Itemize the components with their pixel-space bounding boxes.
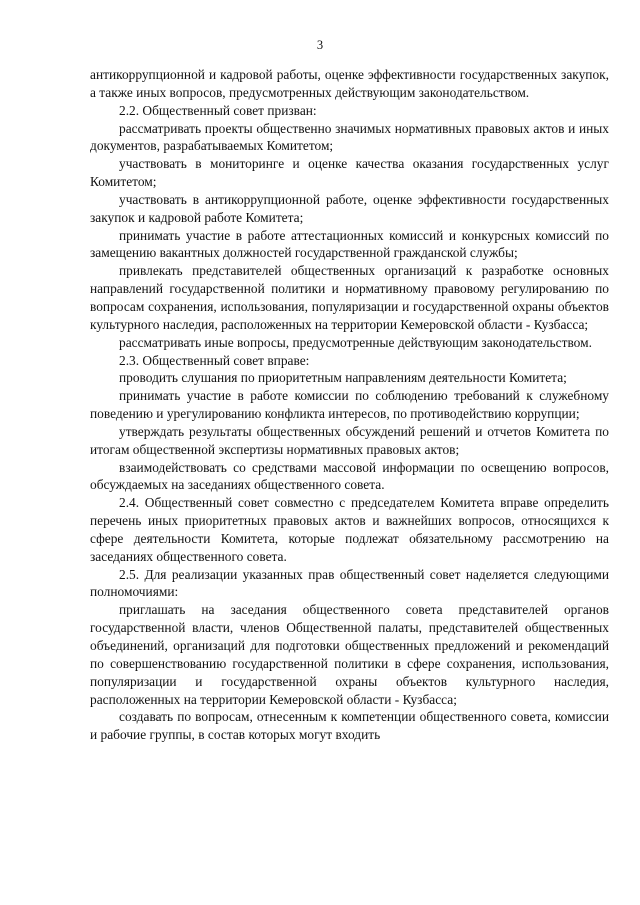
paragraph-continuation: антикоррупционной и кадровой работы, оценке эффективности государственных закупок, а также иных вопросов, предусмотренных действующим законодательством. xyxy=(90,67,609,100)
document-body xyxy=(90,66,609,744)
list-item: рассматривать иные вопросы, предусмотренные действующим законодательством. xyxy=(119,334,592,350)
list-item: участвовать в антикоррупционной работе, оценке эффективности государственных закупок и кадровой работе Комитета; xyxy=(90,191,609,225)
page-number: 3 xyxy=(316,38,324,52)
list-item: привлекать представителей общественных организаций к разработке основных направлений государственной политики и нормативному правовому регулированию по вопросам сохранения, использования, популяризации и государственной охраны объектов культурного наследия, расположенных на территории Кемеровской области - Кузбасса; xyxy=(90,263,609,332)
list-item: участвовать в мониторинге и оценке качества оказания государственных услуг Комитетом; xyxy=(90,156,609,190)
list-item: утверждать результаты общественных обсуждений решений и отчетов Комитета по итогам общественной экспертизы нормативных правовых актов; xyxy=(90,423,609,457)
list-item: приглашать на заседания общественного совета представителей органов государственной власти, членов Общественной палаты, представителей общественных объединений, организаций для подготовки общественных предложений и рекомендаций по совершенствованию государственной политики в сфере сохранения, использования, популяризации и государственной охраны объектов культурного наследия, расположенных на территории Кемеровской области - Кузбасса; xyxy=(90,602,609,707)
section-heading-2-2: 2.2. Общественный совет призван: xyxy=(119,102,317,118)
section-heading-2-3: 2.3. Общественный совет вправе: xyxy=(119,352,310,368)
list-item: принимать участие в работе комиссии по соблюдению требований к служебному поведению и урегулированию конфликта интересов, по противодействию коррупции; xyxy=(90,388,609,422)
list-item: взаимодействовать со средствами массовой информации по освещению вопросов, обсуждаемых на заседаниях общественного совета. xyxy=(90,459,609,493)
section-paragraph-2-4: 2.4. Общественный совет совместно с председателем Комитета вправе определить перечень иных приоритетных правовых актов и важнейших вопросов, относящихся к сфере деятельности Комитета, которые подлежат обязательному рассмотрению на заседаниях общественного совета. xyxy=(90,495,609,564)
list-item: рассматривать проекты общественно значимых нормативных правовых актов и иных документов, разрабатываемых Комитетом; xyxy=(90,120,609,154)
list-item: создавать по вопросам, отнесенным к компетенции общественного совета, комиссии и рабочие группы, в состав которых могут входить xyxy=(90,709,609,743)
list-item: проводить слушания по приоритетным направлениям деятельности Комитета; xyxy=(119,370,567,386)
list-item: принимать участие в работе аттестационных комиссий и конкурсных комиссий по замещению вакантных должностей государственной гражданской службы; xyxy=(90,227,609,261)
section-heading-2-5: 2.5. Для реализации указанных прав общественный совет наделяется следующими полномочиями: xyxy=(90,566,609,600)
